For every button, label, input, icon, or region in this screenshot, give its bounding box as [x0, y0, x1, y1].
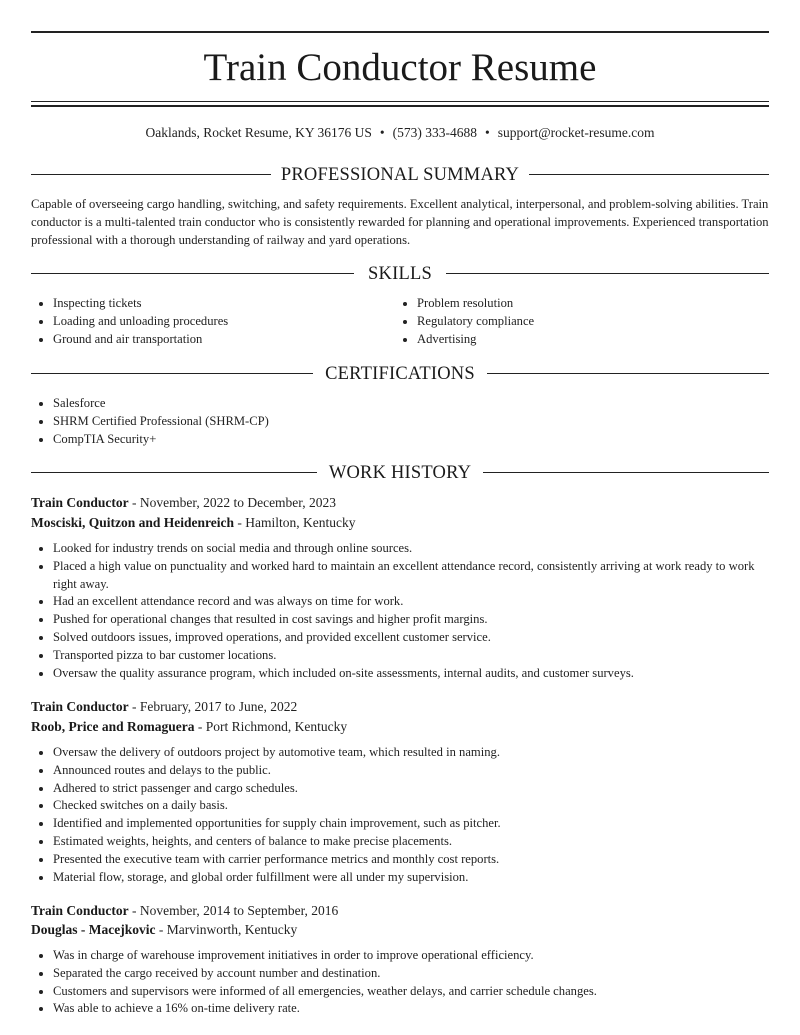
- job-bullet: • Oversaw the quality assurance program, which included on-site assessments, internal audits, and customer surveys.: [53, 665, 769, 683]
- certification-item: • SHRM Certified Professional (SHRM-CP): [53, 413, 769, 431]
- certifications-list: [31, 395, 769, 448]
- job-dates: November, 2014 to September, 2016: [139, 903, 339, 918]
- contact-separator: •: [484, 125, 490, 140]
- job-bullet: • Identified and implemented opportunities for supply chain improvement, such as pitcher.: [53, 815, 769, 833]
- job-dates: November, 2022 to December, 2023: [139, 495, 337, 510]
- job-bullet: • Checked switches on a daily basis.: [53, 797, 769, 815]
- job-bullets: [31, 540, 769, 682]
- skill-item: • Inspecting tickets: [53, 295, 391, 313]
- job-company-line: Mosciski, Quitzon and Heidenreich - Hamilton, Kentucky: [31, 515, 356, 530]
- contact-address: Oaklands, Rocket Resume, KY 36176 US: [145, 125, 372, 140]
- job-bullet: • Customers and supervisors were informed of all emergencies, weather delays, and carrier schedule changes.: [53, 983, 769, 1001]
- skill-item: • Problem resolution: [417, 295, 769, 313]
- top-rule: [31, 31, 769, 33]
- job-bullet: • Solved outdoors issues, improved operations, and provided excellent customer service.: [53, 629, 769, 647]
- job-bullet: • Announced routes and delays to the public.: [53, 762, 769, 780]
- section-header-skills: [31, 262, 769, 286]
- section-title-certifications: CERTIFICATIONS: [325, 364, 475, 384]
- title-rule-thin: [31, 101, 769, 102]
- certification-item: • CompTIA Security+: [53, 431, 769, 449]
- title-rule-thick: [31, 105, 769, 107]
- job-location: Port Richmond, Kentucky: [205, 719, 348, 734]
- contact-separator: •: [379, 125, 385, 140]
- job-company: Mosciski, Quitzon and Heidenreich: [31, 515, 235, 530]
- job-dates: February, 2017 to June, 2022: [139, 699, 298, 714]
- job-company-line: Roob, Price and Romaguera - Port Richmond, Kentucky: [31, 719, 348, 734]
- job-bullet: • Was able to achieve a 16% on-time delivery rate.: [53, 1000, 769, 1018]
- job-bullet: • Transported pizza to bar customer locations.: [53, 647, 769, 665]
- job-bullets: [31, 744, 769, 886]
- skill-item: • Loading and unloading procedures: [53, 313, 391, 331]
- job-bullet: • Oversaw the delivery of outdoors project by automotive team, which resulted in naming.: [53, 744, 769, 762]
- contact-email: support@rocket-resume.com: [497, 125, 655, 140]
- contact-line: [31, 123, 769, 143]
- job-company-line: Douglas - Macejkovic - Marvinworth, Kentucky: [31, 922, 298, 937]
- certification-item: • Salesforce: [53, 395, 769, 413]
- job-role: Train Conductor: [31, 903, 129, 918]
- summary-text: Capable of overseeing cargo handling, switching, and safety requirements. Excellent analytical, interpersonal, and problem-solving abilities. Train conductor is a multi-talented train conductor who is consistently rewarded for planning and operational improvements. Experienced transportation professional with a thorough understanding of railway and yard operations.: [31, 197, 769, 247]
- section-header-certifications: [31, 362, 769, 386]
- job-bullet: • Pushed for operational changes that resulted in cost savings and higher profit margins.: [53, 611, 769, 629]
- job-company: Roob, Price and Romaguera: [31, 719, 195, 734]
- job-title-line: Train Conductor - November, 2022 to December, 2023: [31, 495, 337, 510]
- job-bullet: • Adhered to strict passenger and cargo schedules.: [53, 780, 769, 798]
- job-bullets: [31, 947, 769, 1018]
- skill-item: • Advertising: [417, 331, 769, 349]
- job-bullet: • Looked for industry trends on social media and through online sources.: [53, 540, 769, 558]
- section-title-skills: SKILLS: [368, 264, 432, 284]
- contact-phone: (573) 333-4688: [392, 125, 477, 140]
- job-role: Train Conductor: [31, 699, 129, 714]
- skill-item: • Regulatory compliance: [417, 313, 769, 331]
- skills-column-right: [395, 295, 769, 348]
- job-bullet: • Presented the executive team with carrier performance metrics and monthly cost reports.: [53, 851, 769, 869]
- section-header-summary: [31, 163, 769, 187]
- job-company: Douglas - Macejkovic: [31, 922, 156, 937]
- skills-column-left: [31, 295, 391, 348]
- job-bullet: • Separated the cargo received by account number and destination.: [53, 965, 769, 983]
- job-bullet: • Estimated weights, heights, and centers of balance to make precise placements.: [53, 833, 769, 851]
- section-title-work-history: WORK HISTORY: [328, 463, 472, 483]
- job-role: Train Conductor: [31, 495, 129, 510]
- section-header-work-history: [31, 461, 769, 485]
- job-location: Hamilton, Kentucky: [245, 515, 356, 530]
- skill-item: • Ground and air transportation: [53, 331, 391, 349]
- job-bullet: • Had an excellent attendance record and was always on time for work.: [53, 593, 769, 611]
- section-title-summary: PROFESSIONAL SUMMARY: [280, 165, 520, 185]
- job-title-line: Train Conductor - November, 2014 to September, 2016: [31, 903, 339, 918]
- job-bullet: • Material flow, storage, and global order fulfillment were all under my supervision.: [53, 869, 769, 887]
- page-title: Train Conductor Resume: [203, 46, 597, 89]
- job-title-line: Train Conductor - February, 2017 to June, 2022: [31, 699, 298, 714]
- job-bullet: • Placed a high value on punctuality and worked hard to maintain an excellent attendance record, consistently arriving at work ready to work right away.: [53, 558, 769, 594]
- job-location: Marvinworth, Kentucky: [166, 922, 298, 937]
- job-bullet: • Was in charge of warehouse improvement initiatives in order to improve operational efficiency.: [53, 947, 769, 965]
